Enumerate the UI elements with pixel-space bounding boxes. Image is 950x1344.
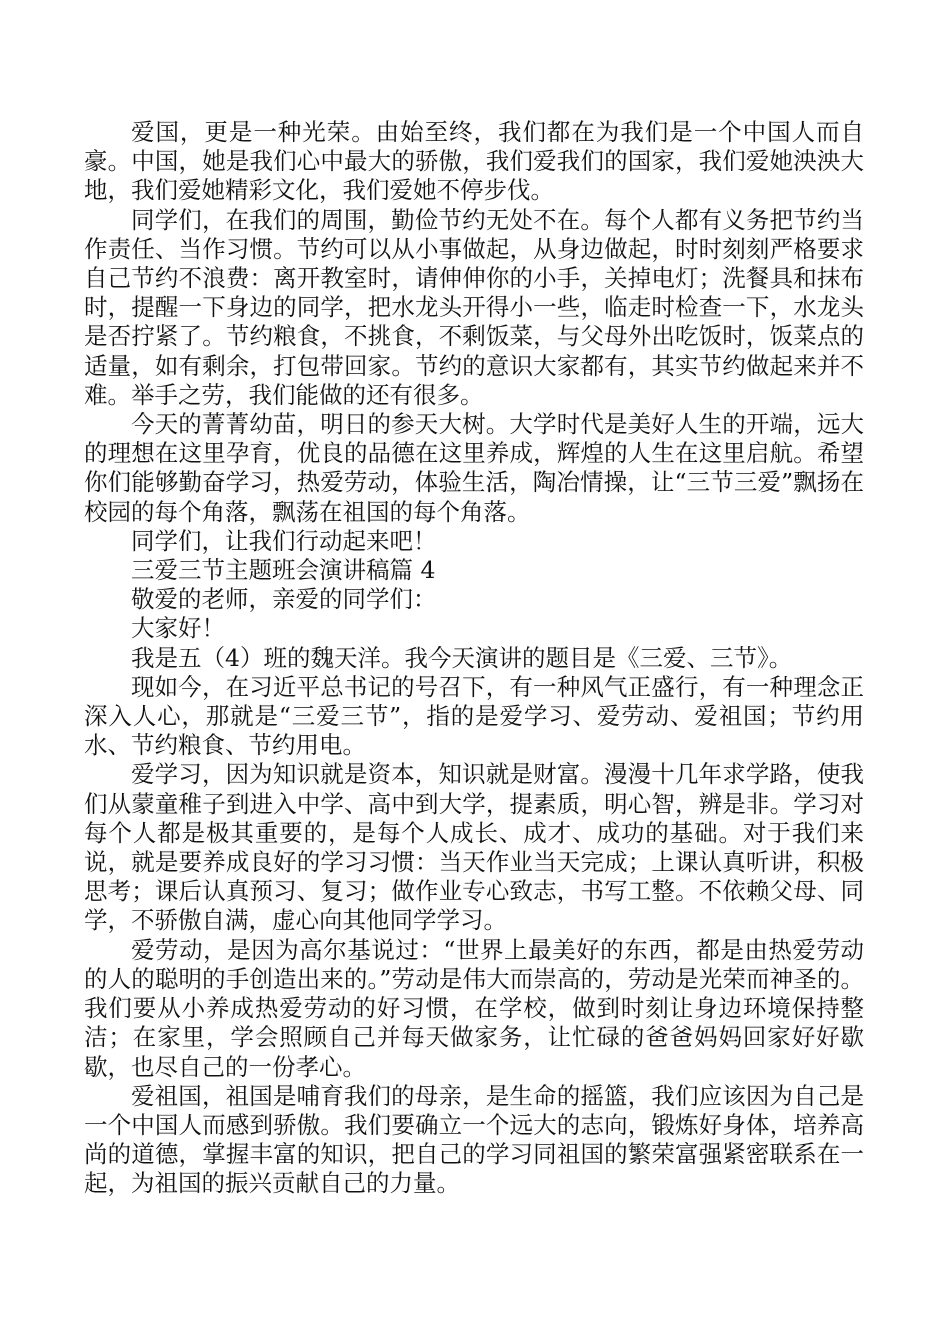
paragraph: 同学们，在我们的周围，勤俭节约无处不在。每个人都有义务把节约当作责任、当作习惯。节约可以从小事做起，从身边做起，时时刻刻严格要求自己节约不浪费：离开教室时，请伸伸你的小手，关掉电灯；洗餐具和抹布时，提醒一下身边的同学，把水龙头开得小一些，临走时检查一下，水龙头是否拧紧了。节约粮食，不挑食，不剩饭菜，与父母外出吃饭时，饭菜点的适量，如有剩余，打包带回家。节约的意识大家都有，其实节约做起来并不难。举手之劳，我们能做的还有很多。 (84, 205, 864, 409)
section-heading: 三爱三节主题班会演讲稿篇 4 (131, 556, 436, 585)
paragraph: 爱祖国，祖国是哺育我们的母亲，是生命的摇篮，我们应该因为自己是一个中国人而感到骄傲。我们要确立一个远大的志向，锻炼好身体，培养高尚的道德，掌握丰富的知识，把自己的学习同祖国的繁荣富强紧密联系在一起，为祖国的振兴贡献自己的力量。 (84, 1081, 864, 1198)
paragraph: 今天的菁菁幼苗，明日的参天大树。大学时代是美好人生的开端，远大的理想在这里孕育，优良的品德在这里养成，辉煌的人生在这里启航。希望你们能够勤奋学习，热爱劳动，体验生活，陶冶情操，让“三节三爱”飘扬在校园的每个角落，飘荡在祖国的每个角落。 (84, 410, 864, 526)
paragraph: 现如今，在习近平总书记的号召下，有一种风气正盛行，有一种理念正深入人心，那就是“三爱三节”，指的是爱学习、爱劳动、爱祖国；节约用水、节约粮食、节约用电。 (84, 672, 864, 760)
greeting: 大家好！ (131, 614, 225, 643)
paragraph: 我是五（4）班的魏天洋。我今天演讲的题目是《三爱、三节》。 (131, 643, 793, 672)
paragraph: 同学们，让我们行动起来吧！ (131, 526, 437, 555)
document-page (84, 118, 864, 1199)
paragraph: 爱劳动，是因为高尔基说过：“世界上最美好的东西，都是由热爱劳动的人的聪明的手创造出来的。”劳动是伟大而崇高的，劳动是光荣而神圣的。我们要从小养成热爱劳动的好习惯，在学校，做到时刻让身边环境保持整洁；在家里，学会照顾自己并每天做家务，让忙碌的爸爸妈妈回家好好歇歇，也尽自己的一份孝心。 (84, 935, 864, 1081)
paragraph: 爱学习，因为知识就是资本，知识就是财富。漫漫十几年求学路，使我们从蒙童稚子到进入中学、高中到大学，提素质，明心智，辨是非。学习对每个人都是极其重要的，是每个人成长、成才、成功的基础。对于我们来说，就是要养成良好的学习习惯：当天作业当天完成；上课认真听讲，积极思考；课后认真预习、复习；做作业专心致志，书写工整。不依赖父母、同学，不骄傲自满，虚心向其他同学学习。 (84, 760, 864, 935)
paragraph: 爱国，更是一种光荣。由始至终，我们都在为我们是一个中国人而自豪。中国，她是我们心中最大的骄傲，我们爱我们的国家，我们爱她泱泱大地，我们爱她精彩文化，我们爱她不停步伐。 (84, 118, 864, 205)
salutation: 敬爱的老师，亲爱的同学们： (131, 585, 437, 614)
